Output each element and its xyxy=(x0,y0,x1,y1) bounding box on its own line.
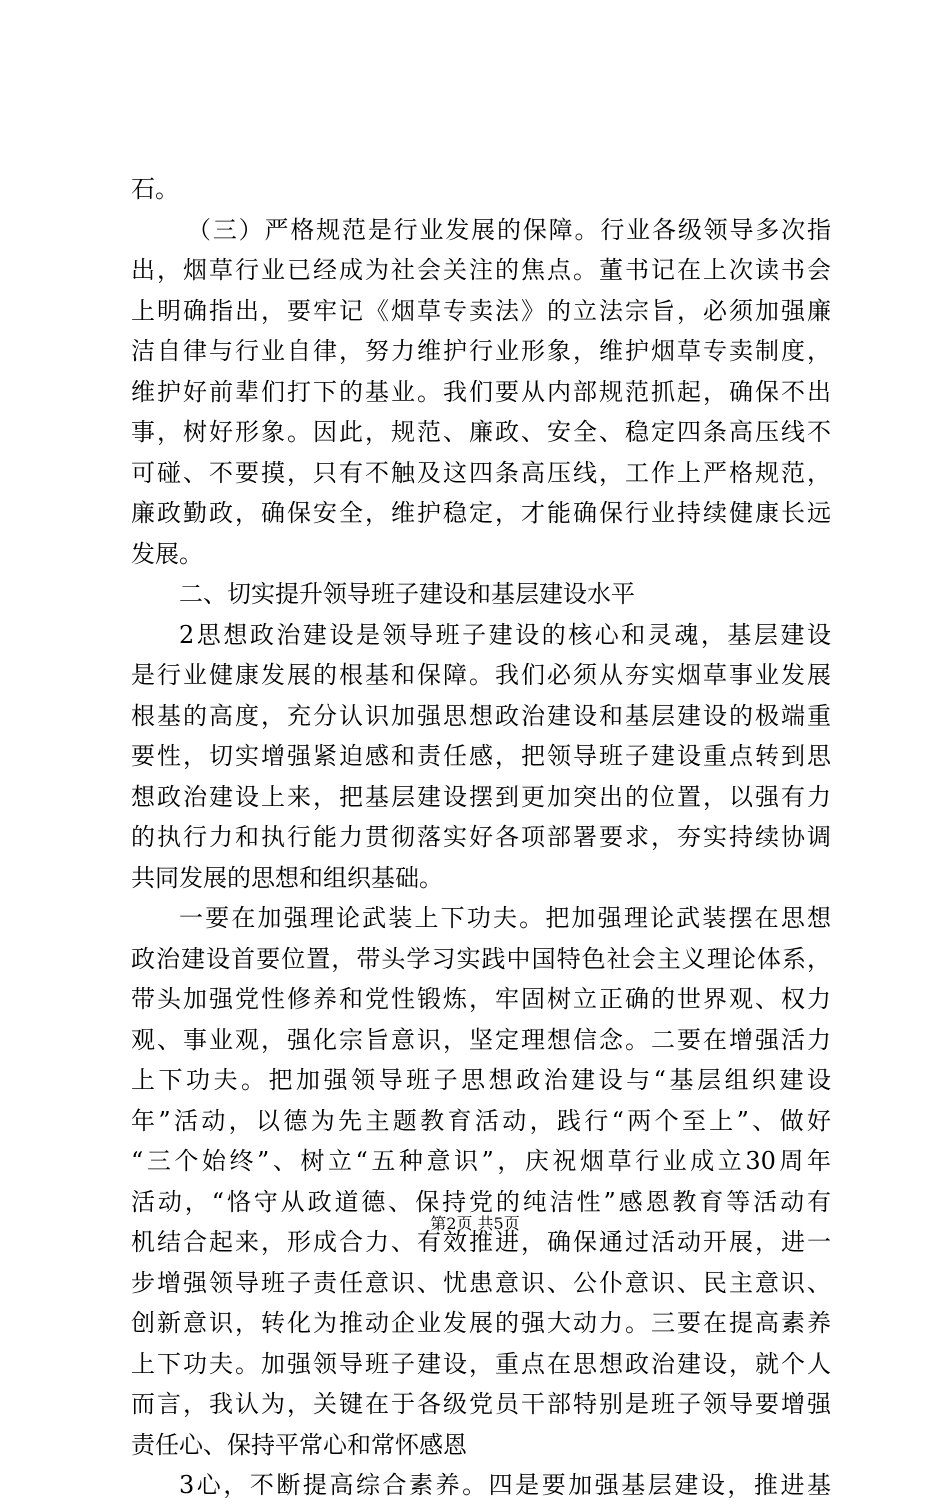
text-line: 是行业健康发展的根基和保障。我们必须从夯实烟草事业发展 xyxy=(131,661,831,689)
text-line: （三）严格规范是行业发展的保障。行业各级领导多次指 xyxy=(187,215,831,244)
page-number: 第2页 共5页 xyxy=(430,1214,520,1233)
text-line: 的执行力和执行能力贯彻落实好各项部署要求，夯实持续协调 xyxy=(131,823,831,851)
text-line: 一要在加强理论武装上下功夫。把加强理论武装摆在思想 xyxy=(179,904,831,932)
text-line: 上下功夫。加强领导班子建设，重点在思想政治建设，就个人 xyxy=(131,1349,831,1378)
text-line: 洁自律与行业自律，努力维护行业形象，维护烟草专卖制度， xyxy=(131,337,831,365)
text-line: 上明确指出，要牢记《烟草专卖法》的立法宗旨，必须加强廉 xyxy=(131,296,831,325)
text-line: 政治建设首要位置，带头学习实践中国特色社会主义理论体系， xyxy=(131,944,831,973)
text-line: “三个始终”、树立“五种意识”，庆祝烟草行业成立30周年 xyxy=(131,1147,831,1175)
text-line: 上下功夫。把加强领导班子思想政治建设与“基层组织建设 xyxy=(131,1066,831,1094)
text-line: 年”活动，以德为先主题教育活动，践行“两个至上”、做好 xyxy=(131,1106,831,1135)
text-line: 出，烟草行业已经成为社会关注的焦点。董书记在上次读书会 xyxy=(131,256,831,284)
text-line: 创新意识，转化为推动企业发展的强大动力。三要在提高素养 xyxy=(131,1309,831,1337)
text-line: 根基的高度，充分认识加强思想政治建设和基层建设的极端重 xyxy=(131,701,831,730)
text-line: 想政治建设上来，把基层建设摆到更加突出的位置，以强有力 xyxy=(131,782,831,811)
text-line: 发展。 xyxy=(131,539,203,568)
text-line: 责任心、保持平常心和常怀感恩 xyxy=(131,1430,467,1459)
text-line: 观、事业观，强化宗旨意识，坚定理想信念。二要在增强活力 xyxy=(131,1025,831,1054)
text-line: 维护好前辈们打下的基业。我们要从内部规范抓起，确保不出 xyxy=(131,377,831,406)
section-heading: 二、切实提升领导班子建设和基层建设水平 xyxy=(179,580,635,608)
text-line: 带头加强党性修养和党性锻炼，牢固树立正确的世界观、权力 xyxy=(131,985,831,1013)
text-line: 活动，“恪守从政道德、保持党的纯洁性”感恩教育等活动有 xyxy=(131,1187,831,1216)
text-line: 石。 xyxy=(131,175,179,203)
text-line: 可碰、不要摸，只有不触及这四条高压线，工作上严格规范， xyxy=(131,458,831,487)
text-line: 步增强领导班子责任意识、忧患意识、公仆意识、民主意识、 xyxy=(131,1268,831,1297)
text-line: 要性，切实增强紧迫感和责任感，把领导班子建设重点转到思 xyxy=(131,742,831,770)
page-footer xyxy=(0,1212,950,1236)
text-line: 2思想政治建设是领导班子建设的核心和灵魂，基层建设 xyxy=(179,620,831,649)
text-line: 而言，我认为，关键在于各级党员干部特别是班子领导要增强 xyxy=(131,1390,831,1418)
text-line: 3心，不断提高综合素养。四是要加强基层建设，推进基 xyxy=(179,1471,831,1499)
text-line: 机结合起来，形成合力、有效推进，确保通过活动开展，进一 xyxy=(131,1228,831,1256)
text-line: 廉政勤政，确保安全，维护稳定，才能确保行业持续健康长远 xyxy=(131,499,831,527)
document-body xyxy=(131,169,831,1506)
text-line: 事，树好形象。因此，规范、廉政、安全、稳定四条高压线不 xyxy=(131,418,831,446)
text-line: 共同发展的思想和组织基础。 xyxy=(131,863,443,892)
